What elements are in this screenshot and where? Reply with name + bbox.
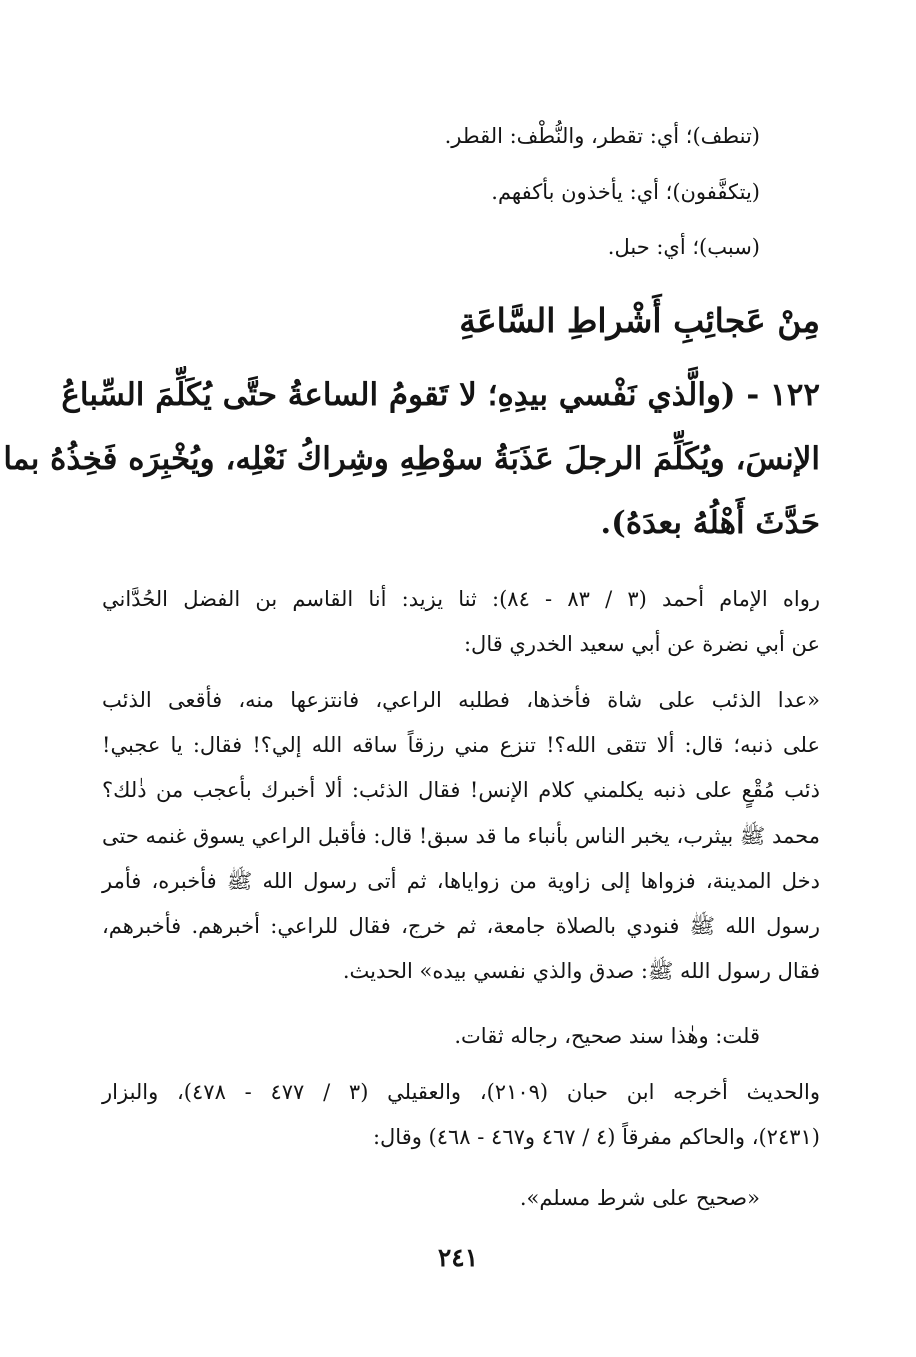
takhrij-line: والحديث أخرجه ابن حبان (٢١٠٩)، والعقيلي (٣ / ٤٧٧ - ٤٧٨)، والبزار (102, 1080, 821, 1104)
hadith-text-line: الإنسَ، ويُكَلِّمَ الرجلَ عَذَبَةُ سوْطِهِ وشِراكُ نَعْلِه، ويُخْبِرَه فَخِذُهُ بما (3, 441, 820, 477)
narration-line: دخل المدينة، فزواها إلى زاوية من زواياها، ثم أتى رسول الله ﷺ فأخبره، فأمر (102, 869, 820, 893)
page-number: ٢٤١ (437, 1243, 479, 1272)
glossary-entry-yatakaffafun: (يتكفَّفون)؛ أي: يأخذون بأكفهم. (491, 180, 760, 204)
section-heading: مِنْ عَجائِبِ أَشْراطِ السَّاعَةِ (459, 301, 820, 340)
glossary-entry-sabab: (سبب)؛ أي: حبل. (607, 235, 760, 259)
authenticity-verdict: قلت: وهٰذا سند صحيح، رجاله ثقات. (454, 1024, 760, 1048)
narration-line: ذئب مُقْعٍ على ذنبه يكلمني كلام الإنس! فقال الذئب: ألا أخبرك بأعجب من ذٰلك؟ (102, 778, 820, 802)
narration-line: «عدا الذئب على شاة فأخذها، فطلبه الراعي، فانتزعها منه، فأقعى الذئب (102, 688, 820, 712)
hakim-quote: «صحيح على شرط مسلم». (519, 1186, 760, 1210)
narration-line: محمد ﷺ بيثرب، يخبر الناس بأنباء ما قد سبق! قال: فأقبل الراعي يسوق غنمه حتى (102, 824, 820, 848)
hadith-text-line: حَدَّثَ أَهْلُهُ بعدَهُ). (600, 505, 820, 541)
hadith-text-line: ١٢٢ - (والَّذي نَفْسي بيدِهِ؛ لا تَقومُ الساعةُ حتَّى يُكَلِّمَ السِّباعُ (61, 377, 820, 413)
narration-line: رسول الله ﷺ فنودي بالصلاة جامعة، ثم خرج، فقال للراعي: أخبرهم. فأخبرهم، (102, 914, 820, 938)
sanad-line: عن أبي نضرة عن أبي سعيد الخدري قال: (463, 632, 820, 656)
narration-line: على ذنبه؛ قال: ألا تتقى الله؟! تنزع مني رزقاً ساقه الله إلي؟! فقال: يا عجبي! (102, 733, 820, 757)
narration-line: فقال رسول الله ﷺ: صدق والذي نفسي بيده» الحديث. (342, 959, 820, 983)
sanad-line: رواه الإمام أحمد (٣ / ٨٣ - ٨٤): ثنا يزيد: أنا القاسم بن الفضل الحُدَّاني (102, 587, 820, 611)
takhrij-line: (٢٤٣١)، والحاكم مفرقاً (٤ / ٤٦٧ و٤٦٧ - ٤٦٨) وقال: (372, 1125, 820, 1149)
glossary-entry-tantuf: (تنطف)؛ أي: تقطر، والنُّطْف: القطر. (444, 124, 760, 148)
